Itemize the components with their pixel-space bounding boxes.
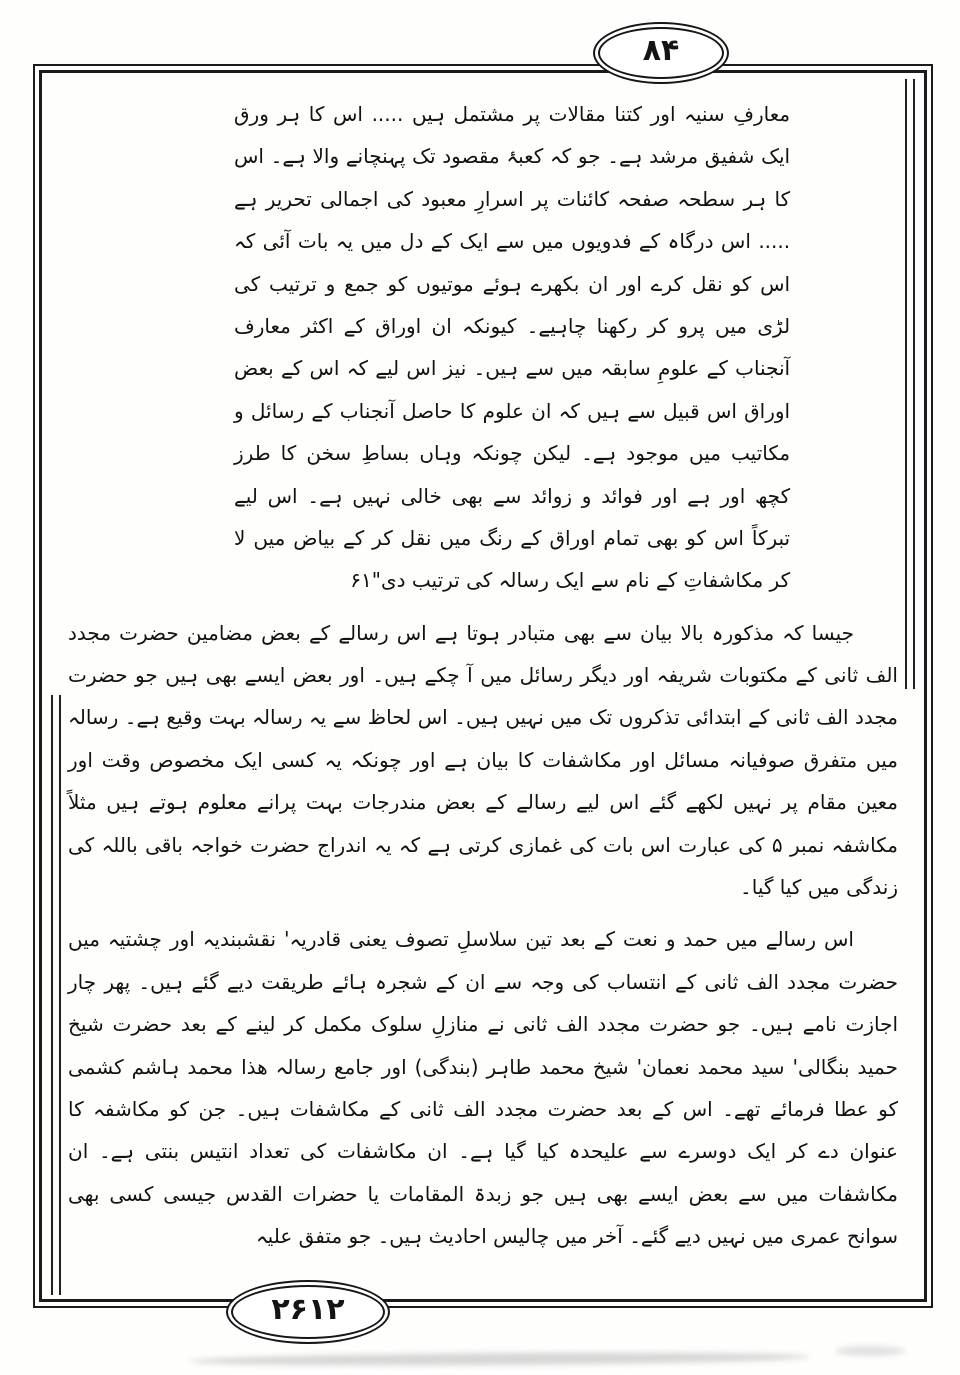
scan-smudge-artifact — [190, 1351, 810, 1367]
footer-number: ۲۶۱۲ — [271, 1292, 345, 1327]
body-paragraph-1: جیسا کہ مذکورہ بالا بیان سے بھی متبادر ہوتا ہے اس رسالے کے بعض مضامین حضرت مجدد الف ثانی کے مکتوبات شریفہ اور دیگر رسائل میں آ چکے ہیں۔ اور بعض ایسے بھی ہیں جو حضرت مجدد الف ثانی کے ابتدائی تذکروں تک میں نہیں ہیں۔ اس لحاظ سے یہ رسالہ بہت وقیع ہے۔ رسالہ میں متفرق صوفیانہ مسائل اور مکاشفات کا بیان ہے اور چونکہ یہ کسی ایک مخصوص وقت اور معین مقام پر نہیں لکھے گئے اس لیے رسالے کے بعض مندرجات بہت پرانے معلوم ہوتے ہیں مثلاً مکاشفہ نمبر ۵ کی عبارت اس بات کی غمازی کرتی ہے کہ یہ اندراج حضرت خواجہ باقی باللہ کی زندگی میں کیا گیا۔ — [68, 620, 899, 900]
border-accent-line-left — [51, 695, 61, 1295]
border-accent-line-right — [905, 79, 915, 689]
page-number-cartouche — [593, 22, 729, 84]
footer-number-cartouche — [226, 1280, 390, 1344]
quotation-block: معارفِ سنیہ اور کتنا مقالات پر مشتمل ہیں ..... اس کا ہر ورق ایک شفیق مرشد ہے۔ جو کہ کعبۂ مقصود تک پہنچانے والا ہے۔ اس کا ہر سطحہ صفحہ کائنات پر اسرارِ معبود کی اجمالی تحریر ہے ..... اس درگاہ کے فدویوں میں سے ایک کے دل میں یہ بات آئی کہ اس کو نقل کرے اور ان بکھرے ہوئے موتیوں کو جمع و ترتیب کی لڑی میں پرو کر رکھنا چاہیے۔ کیونکہ ان اوراق کے اکثر معارف آنجناب کے علومِ سابقہ میں سے ہیں۔ نیز اس لیے کہ اس کے بعض اوراق اس قبیل سے ہیں کہ ان علوم کا حاصل آنجناب کے رسائل و مکاتیب میں موجود ہے۔ لیکن چونکہ وہاں بساطِ سخن کا طرز کچھ اور ہے اور فوائد و زوائد سے بھی خالی نہیں ہے۔ اس لیے تبرکاً اس کو بھی تمام اوراق کے رنگ میں نقل کر کے بیاض میں لا کر مکاشفاتِ کے نام سے ایک رسالہ کی ترتیب دی"۶۱ — [234, 102, 791, 593]
page-text-area — [68, 89, 898, 1285]
page-number: ۸۴ — [642, 33, 680, 68]
inner-border — [39, 70, 927, 1302]
scan-smudge-artifact — [835, 1346, 905, 1356]
page-border-frame — [33, 64, 933, 1308]
body-paragraph-2: اس رسالے میں حمد و نعت کے بعد تین سلاسلِ تصوف یعنی قادریہ' نقشبندیہ اور چشتیہ میں حضرت مجدد الف ثانی کے انتساب کی وجہ سے ان کے شجرہ ہائے طریقت دیے گئے ہیں۔ پھر چار اجازت نامے ہیں۔ جو حضرت مجدد الف ثانی نے منازلِ سلوک مکمل کر لینے کے بعد حضرت شیخ حمید بنگالی' سید محمد نعمان' شیخ محمد طاہر (بندگی) اور جامع رسالہ ھذا محمد ہاشم کشمی کو عطا فرمائے تھے۔ اس کے بعد حضرت مجدد الف ثانی کے مکاشفات ہیں۔ جن کو مکاشفہ کا عنوان دے کر ایک دوسرے سے علیحدہ کیا گیا ہے۔ ان مکاشفات کی تعداد انتیس بنتی ہے۔ ان مکاشفات میں سے بعض ایسے بھی ہیں جو زبدۃ المقامات یا حضرات القدس جیسی کسی بھی سوانح عمری میں نہیں دیے گئے۔ آخر میں چالیس احادیث ہیں۔ جو متفق علیہ — [68, 927, 898, 1249]
